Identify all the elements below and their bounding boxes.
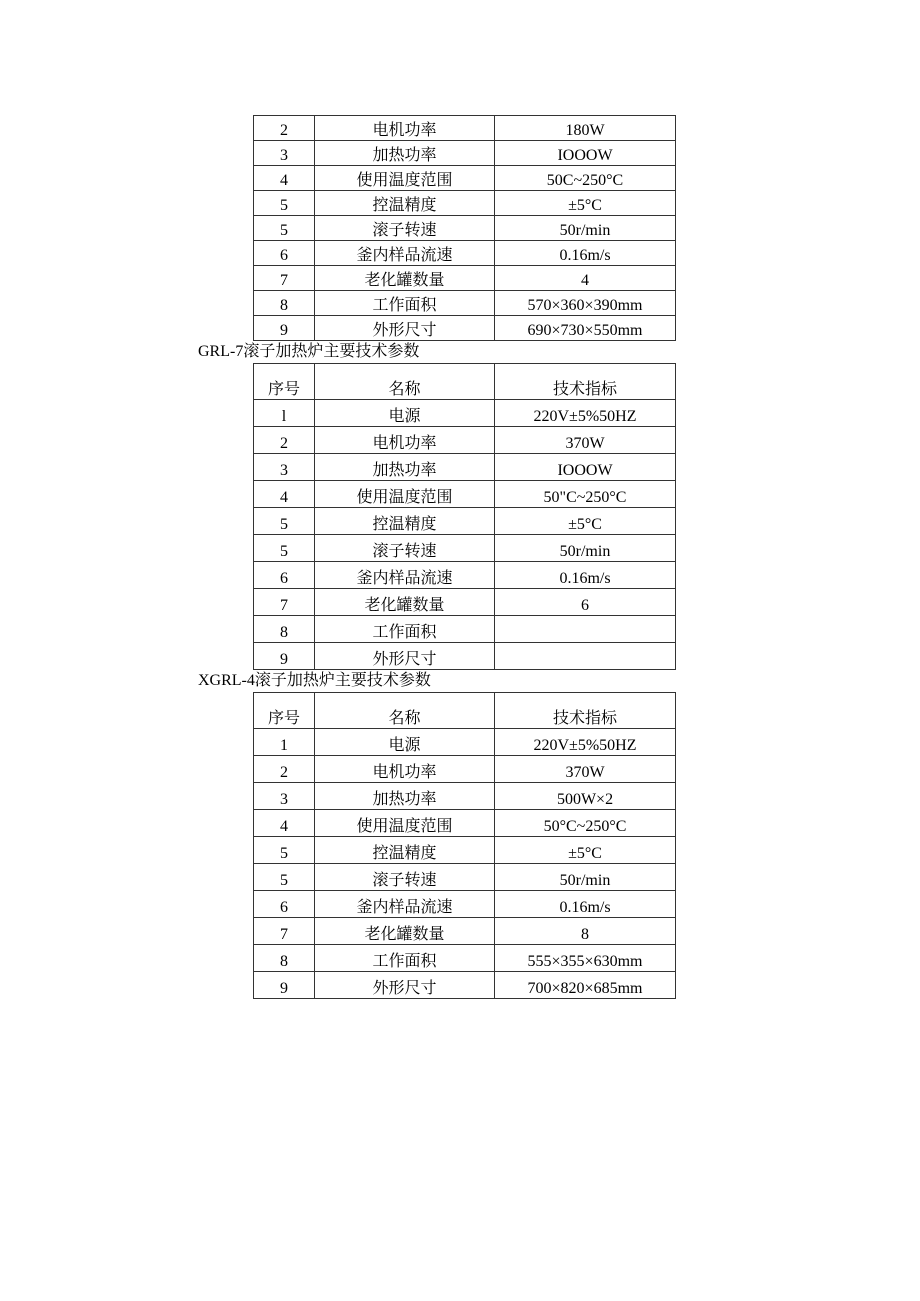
table-row <box>254 291 676 316</box>
spec-cell: 0.16m/s <box>495 241 676 266</box>
name-cell: 釜内样品流速 <box>315 562 495 589</box>
spec-cell: 50r/min <box>495 535 676 562</box>
spec-cell: 50C~250°C <box>495 166 676 191</box>
header-index-cell: 序号 <box>254 693 315 729</box>
spec-cell: 50r/min <box>495 216 676 241</box>
table-row <box>254 116 676 141</box>
header-spec-cell: 技术指标 <box>495 364 676 400</box>
index-cell: 8 <box>254 616 315 643</box>
index-cell: 7 <box>254 266 315 291</box>
name-cell: 使用温度范围 <box>315 810 495 837</box>
xgrl4-caption: XGRL-4滚子加热炉主要技术参数 <box>198 672 431 689</box>
spec-cell: 220V±5%50HZ <box>495 729 676 756</box>
header-index-cell: 序号 <box>254 364 315 400</box>
spec-cell: 570×360×390mm <box>495 291 676 316</box>
name-cell: 电源 <box>315 400 495 427</box>
table-row <box>254 918 676 945</box>
spec-cell: 50"C~250°C <box>495 481 676 508</box>
table-header-row <box>254 693 676 729</box>
index-cell: 5 <box>254 837 315 864</box>
name-cell: 电机功率 <box>315 756 495 783</box>
index-cell: 7 <box>254 589 315 616</box>
name-cell: 电机功率 <box>315 427 495 454</box>
header-name-cell: 名称 <box>315 693 495 729</box>
table-row <box>254 756 676 783</box>
index-cell: 5 <box>254 191 315 216</box>
name-cell: 控温精度 <box>315 837 495 864</box>
name-cell: 工作面积 <box>315 616 495 643</box>
index-cell: 5 <box>254 508 315 535</box>
index-cell: 6 <box>254 891 315 918</box>
spec-cell: ±5°C <box>495 837 676 864</box>
spec-cell <box>495 616 676 643</box>
name-cell: 工作面积 <box>315 945 495 972</box>
name-cell: 老化罐数量 <box>315 589 495 616</box>
table-row <box>254 616 676 643</box>
spec-cell: 0.16m/s <box>495 891 676 918</box>
table-row <box>254 191 676 216</box>
spec-cell: 370W <box>495 756 676 783</box>
index-cell: 6 <box>254 562 315 589</box>
index-cell: 4 <box>254 481 315 508</box>
spec-cell: IOOOW <box>495 454 676 481</box>
table-row <box>254 427 676 454</box>
spec-cell: 8 <box>495 918 676 945</box>
name-cell: 外形尺寸 <box>315 316 495 341</box>
name-cell: 加热功率 <box>315 454 495 481</box>
table-row <box>254 400 676 427</box>
spec-cell: 690×730×550mm <box>495 316 676 341</box>
name-cell: 使用温度范围 <box>315 481 495 508</box>
name-cell: 电机功率 <box>315 116 495 141</box>
xgrl4-spec-table <box>253 692 676 999</box>
spec-cell: 4 <box>495 266 676 291</box>
table-row <box>254 216 676 241</box>
name-cell: 加热功率 <box>315 141 495 166</box>
spec-cell <box>495 643 676 670</box>
index-cell: 5 <box>254 535 315 562</box>
table-row <box>254 141 676 166</box>
table-row <box>254 945 676 972</box>
spec-cell: 0.16m/s <box>495 562 676 589</box>
grl7-spec-table <box>253 363 676 670</box>
table-row <box>254 481 676 508</box>
spec-cell: 6 <box>495 589 676 616</box>
index-cell: 7 <box>254 918 315 945</box>
table-row <box>254 266 676 291</box>
name-cell: 使用温度范围 <box>315 166 495 191</box>
table-row <box>254 166 676 191</box>
header-spec-cell: 技术指标 <box>495 693 676 729</box>
spec-cell: IOOOW <box>495 141 676 166</box>
table-row <box>254 562 676 589</box>
name-cell: 滚子转速 <box>315 535 495 562</box>
table-row <box>254 810 676 837</box>
name-cell: 釜内样品流速 <box>315 241 495 266</box>
index-cell: 3 <box>254 141 315 166</box>
spec-cell: 50°C~250°C <box>495 810 676 837</box>
name-cell: 釜内样品流速 <box>315 891 495 918</box>
spec-table-1 <box>253 115 676 341</box>
table-row <box>254 891 676 918</box>
table-header-row <box>254 364 676 400</box>
table-row <box>254 316 676 341</box>
name-cell: 老化罐数量 <box>315 266 495 291</box>
table-row <box>254 508 676 535</box>
table-row <box>254 783 676 810</box>
header-name-cell: 名称 <box>315 364 495 400</box>
spec-cell: 555×355×630mm <box>495 945 676 972</box>
index-cell: 5 <box>254 216 315 241</box>
spec-cell: 700×820×685mm <box>495 972 676 999</box>
index-cell: 9 <box>254 316 315 341</box>
table-row <box>254 729 676 756</box>
index-cell: 4 <box>254 166 315 191</box>
index-cell: 3 <box>254 454 315 481</box>
index-cell: 5 <box>254 864 315 891</box>
index-cell: 1 <box>254 729 315 756</box>
spec-cell: 370W <box>495 427 676 454</box>
table-row <box>254 864 676 891</box>
table-row <box>254 454 676 481</box>
index-cell: 2 <box>254 116 315 141</box>
index-cell: 6 <box>254 241 315 266</box>
name-cell: 老化罐数量 <box>315 918 495 945</box>
spec-cell: 180W <box>495 116 676 141</box>
index-cell: l <box>254 400 315 427</box>
index-cell: 9 <box>254 643 315 670</box>
name-cell: 滚子转速 <box>315 216 495 241</box>
table-row <box>254 837 676 864</box>
name-cell: 加热功率 <box>315 783 495 810</box>
index-cell: 9 <box>254 972 315 999</box>
table-row <box>254 643 676 670</box>
name-cell: 滚子转速 <box>315 864 495 891</box>
grl7-caption: GRL-7滚子加热炉主要技术参数 <box>198 343 420 360</box>
table-row <box>254 589 676 616</box>
spec-cell: 50r/min <box>495 864 676 891</box>
table-row <box>254 535 676 562</box>
index-cell: 4 <box>254 810 315 837</box>
index-cell: 3 <box>254 783 315 810</box>
table-row <box>254 241 676 266</box>
name-cell: 控温精度 <box>315 191 495 216</box>
name-cell: 工作面积 <box>315 291 495 316</box>
name-cell: 外形尺寸 <box>315 972 495 999</box>
spec-cell: 220V±5%50HZ <box>495 400 676 427</box>
name-cell: 外形尺寸 <box>315 643 495 670</box>
spec-cell: 500W×2 <box>495 783 676 810</box>
index-cell: 8 <box>254 945 315 972</box>
table-row <box>254 972 676 999</box>
spec-cell: ±5°C <box>495 508 676 535</box>
name-cell: 电源 <box>315 729 495 756</box>
index-cell: 2 <box>254 756 315 783</box>
index-cell: 2 <box>254 427 315 454</box>
index-cell: 8 <box>254 291 315 316</box>
name-cell: 控温精度 <box>315 508 495 535</box>
spec-cell: ±5°C <box>495 191 676 216</box>
